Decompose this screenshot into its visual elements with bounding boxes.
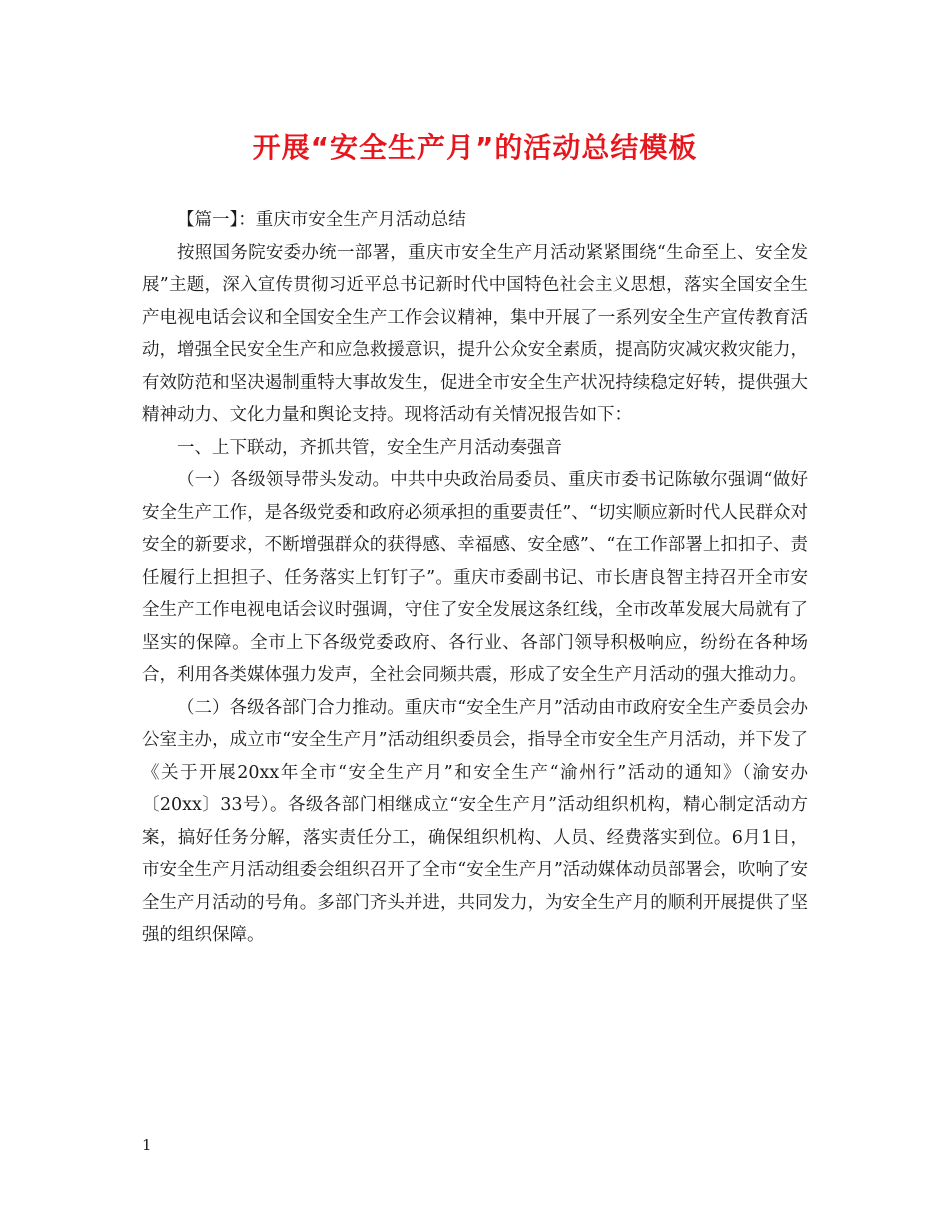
page-number: 1 bbox=[142, 1136, 152, 1154]
intro-paragraph: 按照国务院安委办统一部署，重庆市安全生产月活动紧紧围绕“生命至上、安全发展”主题，深入宣传贯彻习近平总书记新时代中国特色社会主义思想，落实全国安全生产电视电话会议和全国安全生产工作会议精神，集中开展了一系列安全生产宣传教育活动，增强全民安全生产和应急救援意识，提升公众安全素质，提高防灾减灾救灾能力，有效防范和坚决遏制重特大事故发生，促进全市安全生产状况持续稳定好转，提供强大精神动力、文化力量和舆论支持。现将活动有关情况报告如下： bbox=[142, 242, 808, 425]
section-1-heading: 一、上下联动，齐抓共管，安全生产月活动奏强音 bbox=[177, 437, 562, 458]
document-title: 开展“安全生产月”的活动总结模板 bbox=[252, 131, 698, 164]
part-heading: 【篇一】：重庆市安全生产月活动总结 bbox=[177, 210, 466, 230]
document-body bbox=[142, 204, 808, 952]
paragraph-1: （一）各级领导带头发动。中共中央政治局委员、重庆市委书记陈敏尔强调“做好安全生产工作，是各级党委和政府必须承担的重要责任”、“切实顺应新时代人民群众对安全的新要求，不断增强群众的获得感、幸福感、安全感”、“在工作部署上扣扣子、责任履行上担担子、任务落实上钉钉子”。重庆市委副书记、市长唐良智主持召开全市安全生产工作电视电话会议时强调，守住了安全发展这条红线，全市改革发展大局就有了坚实的保障。全市上下各级党委政府、各行业、各部门领导积极响应，纷纷在各种场合，利用各类媒体强力发声，全社会同频共震，形成了安全生产月活动的强大推动力。 bbox=[142, 470, 808, 685]
paragraph-2: （二）各级各部门合力推动。重庆市“安全生产月”活动由市政府安全生产委员会办公室主办，成立市“安全生产月”活动组织委员会，指导全市安全生产月活动，并下发了《关于开展20xx年全市“安全生产月”和安全生产“渝州行”活动的通知》（渝安办〔20xx〕33号）。各级各部门相继成立“安全生产月”活动组织机构，精心制定活动方案，搞好任务分解，落实责任分工，确保组织机构、人员、经费落实到位。6月1日，市安全生产月活动组委会组织召开了全市“安全生产月”活动媒体动员部署会，吹响了安全生产月活动的号角。多部门齐头并进，共同发力，为安全生产月的顺利开展提供了坚强的组织保障。 bbox=[142, 697, 808, 945]
